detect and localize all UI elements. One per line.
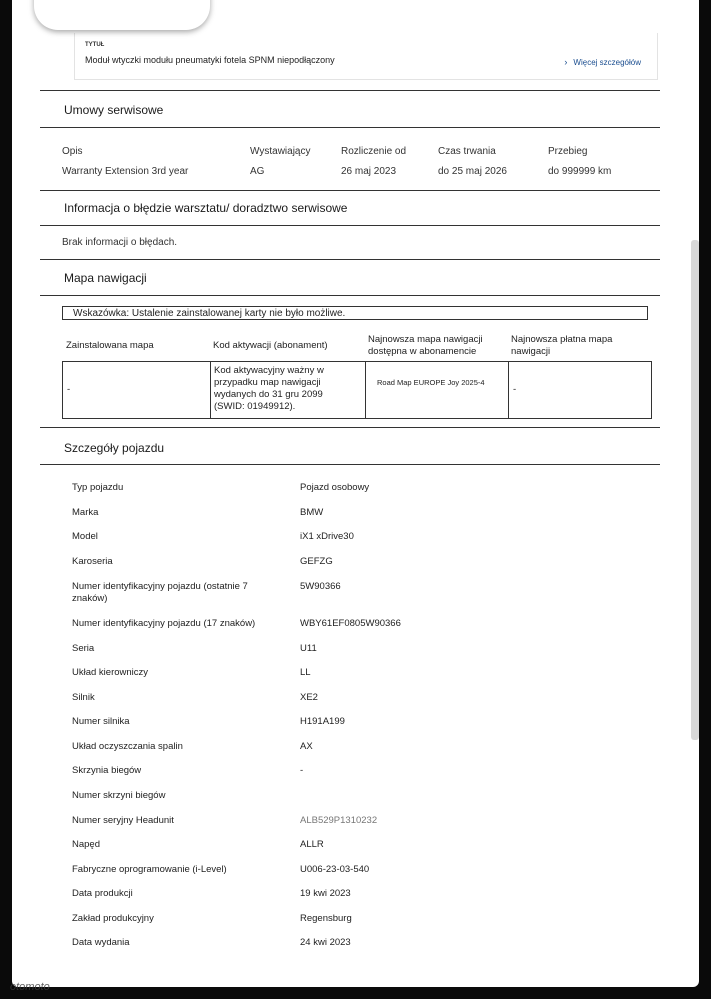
detail-value: iX1 xDrive30: [300, 531, 354, 542]
top-badge: [34, 0, 210, 30]
detail-value: U006-23-03-540: [300, 864, 370, 875]
divider: [40, 427, 660, 428]
note-card: [74, 33, 658, 80]
col-description: Opis: [62, 146, 83, 157]
detail-value: Pojazd osobowy: [300, 482, 370, 493]
more-details-label: Więcej szczegółów: [573, 58, 641, 67]
latest-paid-map-value: -: [513, 384, 517, 395]
detail-value: ALB529P1310232: [300, 815, 378, 826]
detail-value: AX: [300, 741, 313, 752]
divider: [40, 90, 660, 91]
table-cell: [63, 362, 211, 418]
detail-label: Marka: [72, 507, 99, 518]
detail-label: Napęd: [72, 839, 100, 850]
detail-label: Numer skrzyni biegów: [72, 790, 166, 801]
divider: [40, 295, 660, 296]
divider: [40, 464, 660, 465]
col-installed-map: Zainstalowana mapa: [66, 340, 154, 351]
table-cell: [211, 362, 366, 418]
contract-mileage: do 999999 km: [548, 166, 612, 177]
col-issuer: Wystawiający: [250, 146, 311, 157]
divider: [40, 127, 660, 128]
service-contracts-heading: Umowy serwisowe: [64, 103, 164, 117]
more-details-link[interactable]: [564, 57, 641, 67]
table-cell: [509, 362, 651, 418]
table-cell: [366, 362, 509, 418]
detail-value: -: [300, 765, 304, 776]
detail-label: Numer identyfikacyjny pojazdu (ostatnie 7 znaków): [72, 581, 248, 604]
col-duration: Czas trwania: [438, 146, 496, 157]
detail-label: Numer identyfikacyjny pojazdu (17 znaków): [72, 618, 256, 629]
divider: [40, 190, 660, 191]
detail-value: 5W90366: [300, 581, 341, 592]
col-activation-code: Kod aktywacji (abonament): [213, 340, 328, 351]
detail-label: Seria: [72, 643, 95, 654]
detail-value: WBY61EF0805W90366: [300, 618, 401, 629]
watermark-logo: otomoto: [10, 981, 50, 993]
detail-value: ALLR: [300, 839, 324, 850]
vehicle-details-heading: Szczegóły pojazdu: [64, 441, 165, 455]
navigation-map-table: [62, 361, 652, 419]
note-card-label: TYTUŁ: [85, 42, 105, 48]
installed-map-value: -: [67, 384, 71, 395]
detail-label: Karoseria: [72, 556, 113, 567]
detail-value: H191A199: [300, 716, 345, 727]
col-latest-paid-map: Najnowsza płatna mapa nawigacji: [511, 334, 613, 357]
detail-label: Układ kierowniczy: [72, 667, 149, 678]
document-page: [12, 0, 699, 987]
contract-issuer: AG: [250, 166, 265, 177]
latest-map-value: Road Map EUROPE Joy 2025-4: [377, 378, 485, 387]
workshop-error-text: Brak informacji o błędach.: [62, 237, 178, 248]
scrollbar[interactable]: [691, 240, 699, 740]
col-billing-from: Rozliczenie od: [341, 146, 407, 157]
detail-label: Numer silnika: [72, 716, 130, 727]
chevron-right-icon: ›: [564, 57, 568, 67]
detail-label: Układ oczyszczania spalin: [72, 741, 183, 752]
detail-label: Numer seryjny Headunit: [72, 815, 174, 826]
divider: [40, 225, 660, 226]
navigation-hint: [62, 306, 648, 320]
detail-value: 19 kwi 2023: [300, 888, 351, 899]
detail-value: GEFZG: [300, 556, 333, 567]
detail-label: Data wydania: [72, 937, 130, 948]
workshop-error-heading: Informacja o błędzie warsztatu/ doradztwo serwisowe: [64, 201, 348, 215]
detail-value: BMW: [300, 507, 324, 518]
detail-label: Typ pojazdu: [72, 482, 124, 493]
detail-label: Fabryczne oprogramowanie (i-Level): [72, 864, 227, 875]
col-latest-map: Najnowsza mapa nawigacji dostępna w abonamencie: [368, 334, 483, 357]
col-mileage: Przebieg: [548, 146, 588, 157]
detail-label: Data produkcji: [72, 888, 133, 899]
detail-value: XE2: [300, 692, 318, 703]
note-card-title: Moduł wtyczki modułu pneumatyki fotela SPNM niepodłączony: [85, 55, 335, 65]
contract-billing-from: 26 maj 2023: [341, 166, 397, 177]
detail-value: 24 kwi 2023: [300, 937, 351, 948]
hint-text: Ustalenie zainstalowanej karty nie było możliwe.: [129, 308, 346, 319]
hint-label: Wskazówka:: [73, 308, 130, 319]
contract-duration: do 25 maj 2026: [438, 166, 507, 177]
detail-value: LL: [300, 667, 311, 678]
detail-label: Skrzynia biegów: [72, 765, 142, 776]
detail-label: Model: [72, 531, 98, 542]
detail-label: Silnik: [72, 692, 95, 703]
detail-value: U11: [300, 643, 317, 654]
detail-value: Regensburg: [300, 913, 352, 924]
detail-label: Zakład produkcyjny: [72, 913, 154, 924]
navigation-map-heading: Mapa nawigacji: [64, 271, 147, 285]
activation-code-value: Kod aktywacyjny ważny w przypadku map nawigacji wydanych do 31 gru 2099 (SWID: 01949912).: [214, 365, 324, 412]
divider: [40, 259, 660, 260]
contract-description: Warranty Extension 3rd year: [62, 166, 189, 177]
